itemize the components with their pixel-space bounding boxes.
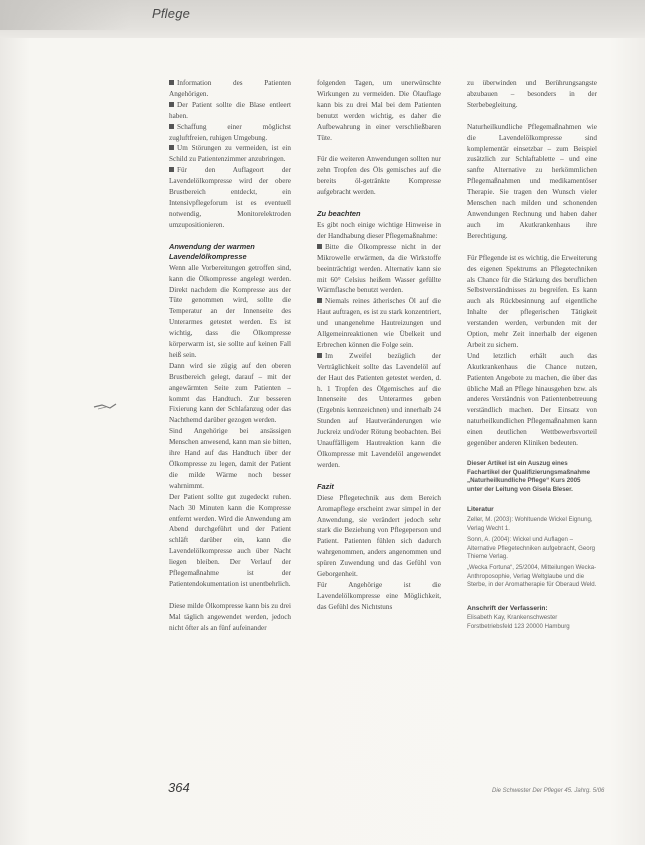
paragraph: Dann wird sie zügig auf den oberen Brustbereich gelegt, darauf – mit der angewärmten Seite zum Patienten – kommt das Handtuch. Zur besseren Fixierung kann der Schlafanzug oder das Nachthemd darüber gezogen werden. [169, 361, 291, 425]
bullet-item: Im Zweifel bezüglich der Verträglichkeit sollte das Lavendelöl auf der Haut des Patienten getestet werden, d. h. 1 Tropfen des Ölgemisches auf die Innenseite des Unterarmes geben (Ergebnis kennzeichnen) und innerhalb 24 Stunden auf Hautveränderungen wie Juckreiz und/oder Rötung beobachten. Bei Unauffälligem Hautreaktion kann die Ölkompresse mit Lavendelöl angewendet werden. [317, 351, 441, 469]
paragraph: Sind Angehörige bei ansässigen Menschen anwesend, kann man sie bitten, ihre Hand auf das Handtuch über der Ölkompresse zu legen, damit der Patient die milde Wärme noch besser wahrnimmt. [169, 427, 291, 490]
paragraph: Wenn alle Vorbereitungen getroffen sind, kann die Ölkompresse angelegt werden. Direkt nachdem die Kompresse aus der Tüte genommen wird, sollte die Temperatur an der Innenseite des Unterarmes getestet werden. Es ist wichtig, dass die Ölkompresse körperwarm ist, sie sollte auf keinen Fall heiß sein. [169, 263, 291, 359]
address-heading: Anschrift der Verfasserin: [467, 604, 548, 612]
margin-pencil-mark [92, 398, 118, 412]
bullet-item: Für den Auflageort der Lavendelölkompresse wird der obere Brustbereich entdeckt, ein Intensivpflegeforum ist es eventuell notwendig, Monitorelektroden umzupositionieren. [169, 166, 291, 229]
bullet-item: Bitte die Ölkompresse nicht in der Mikrowelle erwärmen, da die Wirkstoffe beeinträchtigt werden. Alternativ kann sie mit 60° Celsius heißem Wasser gefüllte Wärmflasche benutzt werden. [317, 242, 441, 295]
square-bullet-icon [317, 244, 322, 249]
bullet-item: Der Patient sollte die Blase entleert haben. [169, 100, 291, 120]
literature-heading: Literatur [467, 506, 494, 514]
square-bullet-icon [169, 145, 174, 150]
column-middle [317, 78, 441, 613]
paragraph: Der Patient sollte gut zugedeckt ruhen. Nach 30 Minuten kann die Kompresse entfernt werden. Wird die Anwendung am Abend durchgeführt und der Patient schläft darüber ein, kann die Lavendelölkompresse auch über Nacht liegen bleiben. Der Verlauf der Pflegemaßnahme ist der Patientendokumentation ist unentbehrlich. [169, 492, 291, 588]
paragraph: zu überwinden und Berührungsangste abzubauen – besonders in der Sterbebegleitung. [467, 79, 597, 109]
paragraph: Für Pflegende ist es wichtig, die Erweiterung des eigenen Spektrums an Pflegetechniken als Chance für die Stärkung des beruflichen Selbstverständnisses zu begreifen. Es kann auch als Rückbesinnung auf eigentliche Inhalte der pflegerischen Tätigkeit verstanden werden, verbunden mit der Option, mehr Zeit innerhalb der eigenen Arbeit zu sichern. [467, 253, 597, 349]
bullet-item: Niemals reines ätherisches Öl auf die Haut auftragen, es ist zu stark konzentriert, und unangenehme Hautreizungen und Allgemeinreaktionen wie Übelkeit und Erbrechen können die Folge sein. [317, 297, 441, 349]
bullet-item: Um Störungen zu vermeiden, ist ein Schild zu Patientenzimmer anzubringen. [169, 144, 291, 164]
subheading: Fazit [317, 481, 334, 491]
header-band [0, 0, 645, 38]
section-title: Pflege [152, 6, 191, 21]
paragraph: Und letztlich erhält auch das Akutkrankenhaus die Chance nutzen, Patienten Angebote zu machen, die über das übliche Maß an Pflege hinausgehen bzw. als anderes Verständnis von Patientenbetreuung verständlich machen. Der Einsatz von naturheilkundlichen Pflegemaßnahmen kann einen deutlichen Wettbewerbsvorteil gegenüber anderen Kliniken bedeuten. [467, 351, 597, 448]
literature-item: Sonn, A. (2004): Wickel und Auflagen – Alternative Pflegetechniken aufgebracht, Georg Thieme Verlag. [467, 536, 596, 560]
article-note: Dieser Artikel ist ein Auszug eines Fachartikel der Qualifizierungsmaßnahme „Naturheilkundliche Pflege“ Kurs 2005 unter der Leitung von Gisela Bleser. [467, 460, 591, 493]
paragraph: Für Angehörige ist die Lavendelölkompresse eine Möglichkeit, das Gefühl des Nichtstuns [317, 580, 441, 611]
square-bullet-icon [317, 298, 322, 303]
subheading: Anwendung der warmen Lavendelölkompresse [169, 241, 255, 262]
square-bullet-icon [169, 167, 174, 172]
column-left [169, 78, 291, 634]
bullet-item: Schaffung einer möglichst zugluftfreien, ruhigen Umgebung. [169, 122, 291, 142]
bullet-item: Information des Patienten Angehörigen. [169, 79, 291, 98]
paragraph: Naturheilkundliche Pflegemaßnahmen wie die Lavendelölkompresse sind komplementär einsetzbar – zum Beispiel zusätzlich zur Schlaftablette – und eine sanfte Alternative zu herkömmlichen Pflegemaßnahmen und medikamentöser Therapie. Sie tragen den Wunsch vieler Menschen nach milden und schonenden Anwendungen Rechnung und haben daher auch im Akutkrankenhaus ihre Berechtigung. [467, 122, 597, 240]
square-bullet-icon [169, 124, 174, 129]
square-bullet-icon [169, 102, 174, 107]
paragraph: Es gibt noch einige wichtige Hinweise in der Handhabung dieser Pflegemaßnahme: [317, 220, 441, 240]
paragraph: folgenden Tagen, um unerwünschte Wirkungen zu vermeiden. Die Ölauflage kann bis zu drei Mal bei dem Patienten benutzt werden wichtig, es daher die Aufbewahrung in einer verschließbaren Tüte. [317, 79, 441, 142]
author-address: Elisabeth Kay, Krankenschwester Forstbetriebsfeld 123 20000 Hamburg [467, 614, 570, 630]
square-bullet-icon [317, 353, 322, 358]
literature-item: Zeller, M. (2003): Wohltuende Wickel Eignung, Verlag Wecht 1. [467, 516, 593, 532]
literature-item: „Wecka Fortuna“, 25/2004, Mitteilungen Wecka-Anthroposophie, Verlag Weltglaube und die Sterbe, in der Aromatherapie für Oberaud Weld. [467, 564, 597, 589]
square-bullet-icon [169, 80, 174, 85]
subheading: Zu beachten [317, 209, 361, 219]
journal-source: Die Schwester Der Pfleger 45. Jahrg. 5/06 [492, 788, 605, 794]
column-right [467, 78, 597, 634]
page-number: 364 [168, 780, 190, 795]
paragraph: Für die weiteren Anwendungen sollten nur zehn Tropfen des Öls gemisches auf die bereits öl-getränkte Kompresse aufgebracht werden. [317, 155, 441, 197]
paragraph: Diese milde Ölkompresse kann bis zu drei Mal täglich angewendet werden, jedoch nicht öfter als an fünf aufeinander [169, 601, 291, 632]
paragraph: Diese Pflegetechnik aus dem Bereich Aromapflege erscheint zwar simpel in der Anwendung, sie verändert jedoch sehr stark die Beziehung von Pflegeperson und Patient. Patienten fühlen sich dadurch wahrgenommen, anders angenommen und spüren Zuwendung und das Gefühl von Geborgenheit. [317, 493, 441, 579]
